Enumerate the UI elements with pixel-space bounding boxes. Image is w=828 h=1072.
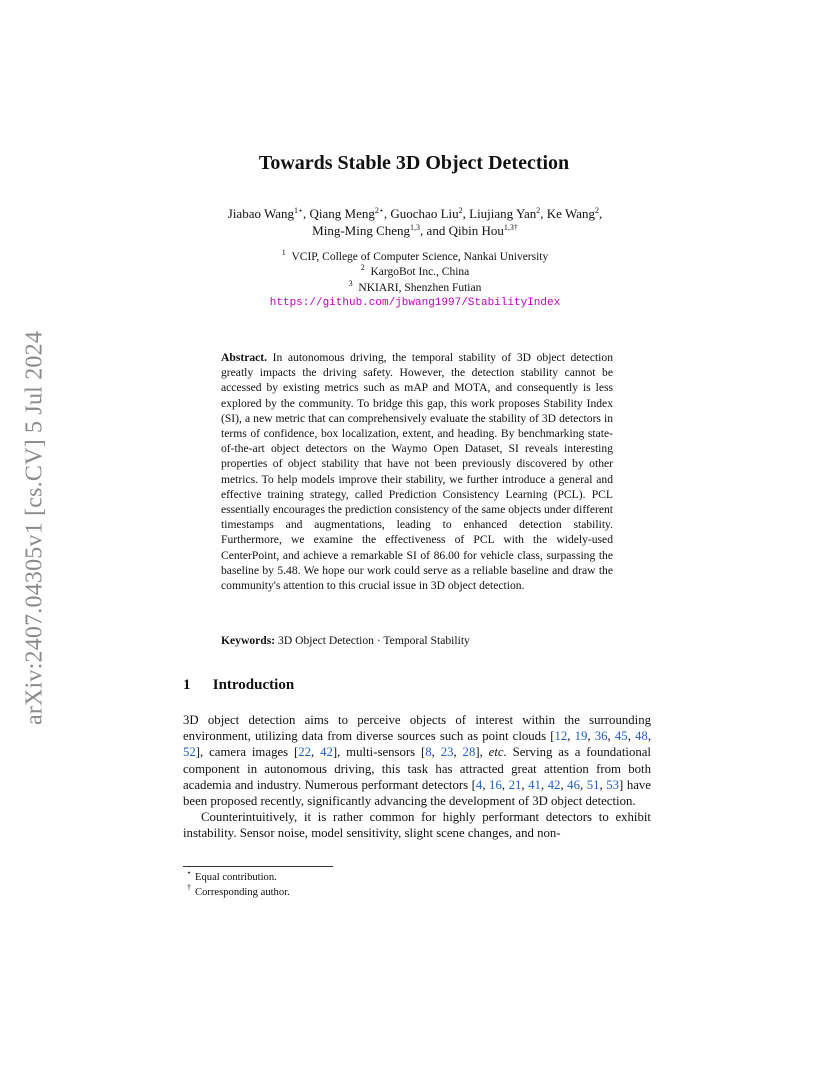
author-affil-mark: 1,3 — [410, 223, 421, 232]
citation-link[interactable]: 28 — [462, 745, 476, 760]
author-affil-mark: 2⋆ — [374, 206, 384, 215]
body-text: , — [587, 729, 595, 744]
section-number: 1 — [183, 677, 191, 693]
body-text: ], camera images [ — [195, 745, 299, 760]
body-text: , — [311, 745, 321, 760]
abstract-text: In autonomous driving, the temporal stability of 3D object detection greatly impacts the driving safety. However, the detection stability cannot be accessed by existing metrics such as mAP and MOTA, and consequently is less explored by the community. To bridge this gap, this work proposes Stability Index (SI), a new metric that can comprehensively evaluate the stability of 3D detectors in terms of confidence, box localization, extent, and heading. By benchmarking state-of-the-art object detectors on the Waymo Open Dataset, SI reveals interesting properties of object stability that have not been previously discovered by other metrics. To help models improve their stability, we further introduce a general and effective training strategy, called Prediction Consistency Learning (PCL). PCL essentially encourages the prediction consistency of the same objects under different timestamps and augmentations, leading to enhanced detection stability. Furthermore, we examine the effectiveness of PCL with the widely-used CenterPoint, and achieve a remarkable SI of 86.00 for vehicle class, surpassing the baseline by 5.48. We hope our work could serve as a reliable baseline and draw the community's attention to this crucial issue in 3D object detection. — [221, 351, 613, 593]
citation-link[interactable]: 36 — [594, 729, 608, 744]
body-text: , — [567, 729, 575, 744]
author-affil-mark: 2 — [458, 206, 463, 215]
body-text: , — [501, 777, 509, 792]
body-text: , — [482, 777, 490, 792]
affiliations — [170, 250, 660, 311]
abstract — [221, 350, 613, 593]
citation-link[interactable]: 12 — [554, 729, 568, 744]
author-name: Ke Wang — [546, 206, 595, 221]
intro-body — [183, 712, 651, 842]
affiliation-text: VCIP, College of Computer Science, Nankai University — [285, 251, 549, 263]
footnotes — [183, 868, 290, 900]
body-text: , — [431, 745, 441, 760]
citation-link[interactable]: 23 — [440, 745, 454, 760]
author-separator: , and — [420, 223, 449, 238]
author-name: Qiang Meng — [309, 206, 375, 221]
body-text: 3D object detection aims to perceive objects of interest within the surrounding environment, utilizing data from diverse sources such as point clouds [ — [183, 713, 651, 744]
body-text: , — [560, 777, 568, 792]
body-text: , — [540, 777, 548, 792]
section-heading — [183, 677, 294, 694]
citation-link[interactable]: 52 — [183, 745, 196, 760]
author-name: Jiabao Wang — [227, 206, 294, 221]
citation-link[interactable]: 21 — [508, 777, 522, 792]
citation-link[interactable]: 16 — [489, 777, 502, 792]
keywords-text: 3D Object Detection · Temporal Stability — [278, 634, 470, 647]
section-title: Introduction — [212, 677, 295, 693]
citation-link[interactable]: 4 — [475, 777, 483, 792]
abstract-label: Abstract. — [221, 351, 268, 364]
author-name: Guochao Liu — [390, 206, 459, 221]
citation-link[interactable]: 19 — [574, 729, 588, 744]
affiliation-text: NKIARI, Shenzhen Futian — [352, 281, 482, 294]
author-separator: , — [462, 206, 470, 221]
body-text: ] have been proposed recently, significantly advancing the development of 3D object detection. — [183, 777, 651, 809]
author-separator: , — [303, 206, 310, 221]
author-separator: , — [383, 206, 391, 221]
footnote-rule — [183, 866, 333, 867]
footnote-text: Equal contribution. — [195, 872, 277, 883]
citation-link[interactable]: 42 — [320, 745, 333, 760]
author-affil-mark: 1⋆ — [294, 206, 304, 215]
author-line-2 — [170, 222, 660, 239]
keywords — [221, 634, 613, 647]
paper-title: Towards Stable 3D Object Detection — [258, 152, 570, 174]
author-line-1 — [170, 205, 660, 222]
intro-paragraph-1 — [183, 712, 651, 809]
author-list — [170, 205, 660, 239]
author-affil-mark: 2 — [594, 206, 599, 215]
body-text: , — [647, 729, 652, 744]
affiliation-number: 3 — [348, 278, 353, 288]
author-separator: , — [598, 206, 603, 221]
body-text: , — [521, 777, 529, 792]
author-name: Qibin Hou — [448, 223, 504, 238]
affiliation-item — [170, 278, 660, 296]
body-text: ], multi-sensors [ — [332, 745, 426, 760]
footnote-item: ⋆ Equal contribution. — [186, 868, 277, 883]
body-text: , — [599, 777, 607, 792]
body-text: Serving as a foundational component in autonomous driving, this task has attracted great attention from both academia and industry. Numerous performant detectors [ — [183, 745, 651, 792]
citation-link[interactable]: 8 — [425, 745, 432, 760]
author-affil-mark: 2 — [536, 206, 541, 215]
citation-link[interactable]: 46 — [567, 777, 580, 792]
body-text: , — [453, 745, 463, 760]
citation-link[interactable]: 41 — [528, 777, 541, 792]
body-text: , — [579, 777, 587, 792]
body-text: ], — [475, 745, 489, 760]
body-text: , — [627, 729, 636, 744]
citation-link[interactable]: 45 — [614, 729, 628, 744]
intro-paragraph-2: Counterintuitively, it is rather common for highly performant detectors to exhibit instability. Sensor noise, model sensitivity, slight scene changes, and non- — [183, 810, 651, 841]
body-text: , — [607, 729, 615, 744]
footnote-item: † Corresponding author. — [187, 882, 290, 898]
affiliation-item — [170, 265, 660, 280]
repo-link[interactable]: https://github.com/jbwang1997/StabilityIndex — [269, 296, 561, 309]
citation-link[interactable]: 51 — [586, 777, 600, 792]
body-text: etc. — [488, 745, 507, 760]
citation-link[interactable]: 53 — [606, 777, 620, 792]
footnote-text: Corresponding author. — [195, 886, 290, 898]
author-separator: , — [540, 206, 547, 221]
citation-link[interactable]: 42 — [547, 777, 561, 792]
arxiv-identifier: arXiv:2407.04305v1 [cs.CV] 5 Jul 2024 — [21, 330, 48, 726]
citation-link[interactable]: 22 — [298, 745, 312, 760]
affiliation-item — [170, 250, 660, 265]
keywords-label: Keywords: — [221, 634, 276, 647]
author-name: Ming-Ming Cheng — [312, 223, 411, 238]
affiliation-number: 1 — [281, 248, 286, 257]
affiliation-text: KargoBot Inc., China — [364, 266, 470, 279]
citation-link[interactable]: 48 — [635, 729, 648, 744]
author-name: Liujiang Yan — [469, 206, 537, 221]
affiliation-number: 2 — [360, 263, 365, 273]
author-affil-mark: 1,3† — [503, 223, 518, 232]
